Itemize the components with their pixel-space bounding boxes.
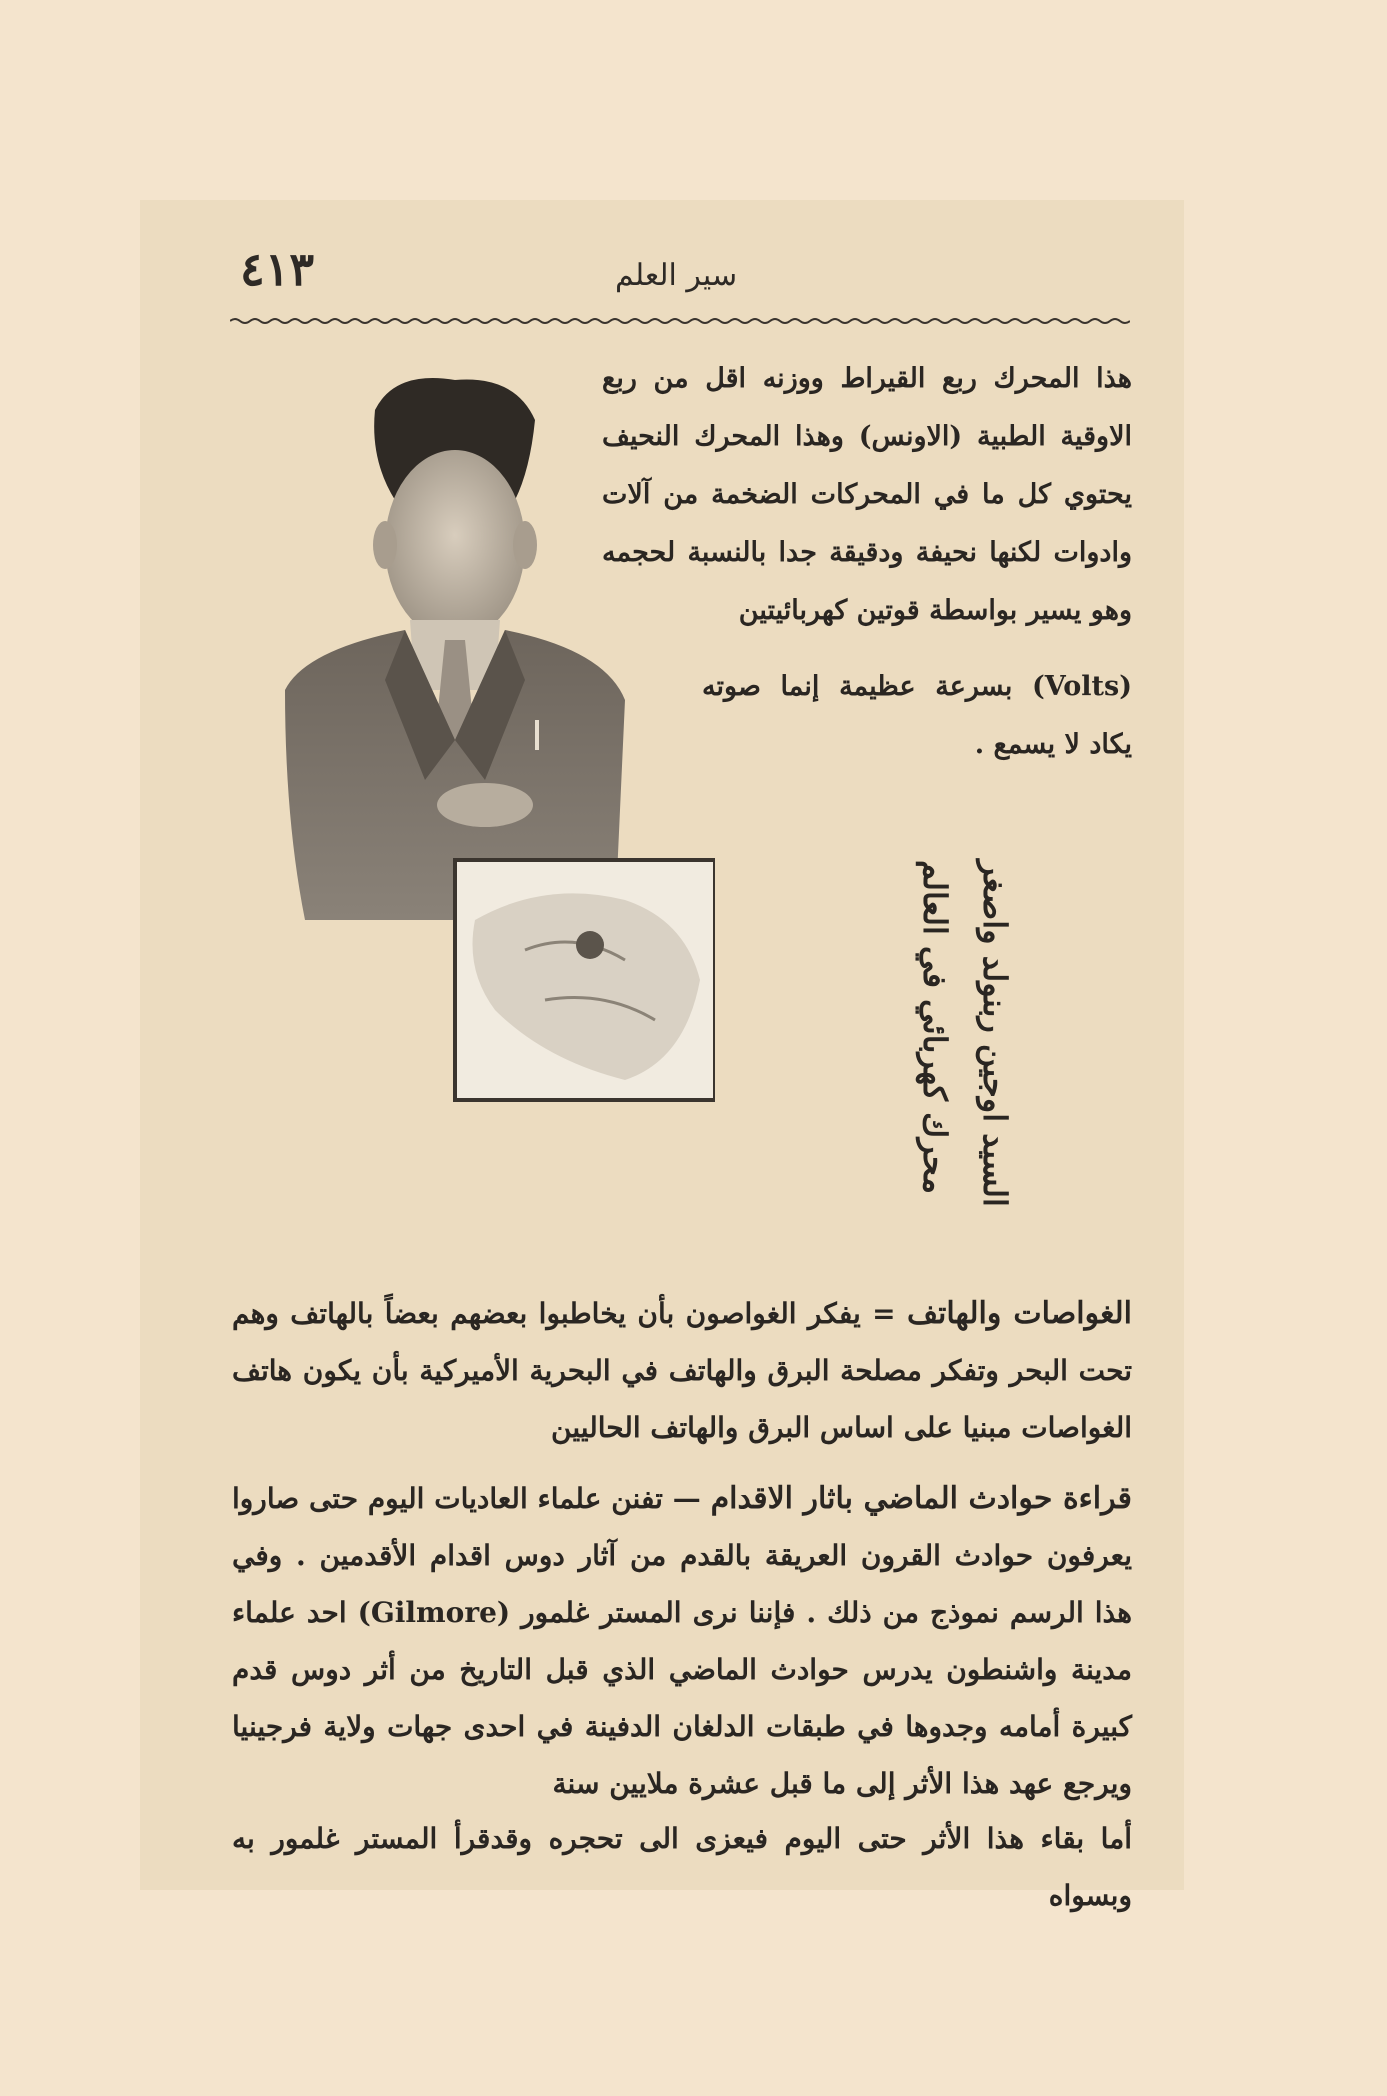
header-wavy-rule [230,317,1130,325]
section-1-paragraph [232,1285,1132,1456]
section-1-heading: الغواصات والهاتف [906,1296,1133,1331]
section-submarines-phone [232,1285,1132,1456]
section-footprints [232,1470,1132,1812]
page-header [140,200,1184,330]
caption-line-2: محرك كهربائي في العالم [916,860,954,1194]
book-page [140,200,1184,1912]
section-fossilization [232,1810,1132,1924]
section-2-heading: قراءة حوادث الماضي باثار الاقدام [710,1481,1132,1516]
photo-caption [875,860,1025,1260]
running-title: سير العلم [615,258,738,293]
page-number: ٤١٣ [240,242,315,296]
intro-text: هذا المحرك ربع القيراط ووزنه اقل من ربع الاوقية الطبية (الاونس) وهذا المحرك النحيف يحتوي كل ما في المحركات الضخمة من آلات وادوات لكنها نحيفة ودقيقة جدا بالنسبة لحجمه وهو يسير بواسطة قوتين كهربائيتين [602,363,1132,626]
section-1-text: = يفكر الغواصون بأن يخاطبوا بعضهم بعضاً بالهاتف وهم تحت البحر وتفكر مصلحة البرق والهاتف في البحرية الأميركية بأن يكون هاتف الغواصات مبنيا على اساس البرق والهاتف الحاليين [232,1297,1132,1444]
section-2-paragraph [232,1470,1132,1812]
caption-line-1: السيد اوجين ربنولد واصغر [976,860,1014,1207]
section-3-text: أما بقاء هذا الأثر حتى اليوم فيعزى الى تحجره وقدقرأ المستر غلمور به وبسواه [232,1822,1132,1912]
intro-continuation: (Volts) بسرعة عظيمة إنما صوته يكاد لا يسمع . [702,671,1132,760]
man-with-tiny-motor-photo [245,360,715,1110]
section-2-text: — تفنن علماء العاديات اليوم حتى صاروا يعرفون حوادث القرون العريقة بالقدم من آثار دوس اقدام الأقدمين . وفي هذا الرسم نموذج من ذلك . فإننا نرى المستر غلمور (Gilmore) احد علماء مدينة واشنطون يدرس حوادث الماضي الذي قبل التاريخ من أثر دوس قدم كبيرة أمامه وجدوها في طبقات الدلغان الدفينة في احدى جهات ولاية فرجينيا ويرجع عهد هذا الأثر إلى ما قبل عشرة ملايين سنة [232,1482,1133,1800]
